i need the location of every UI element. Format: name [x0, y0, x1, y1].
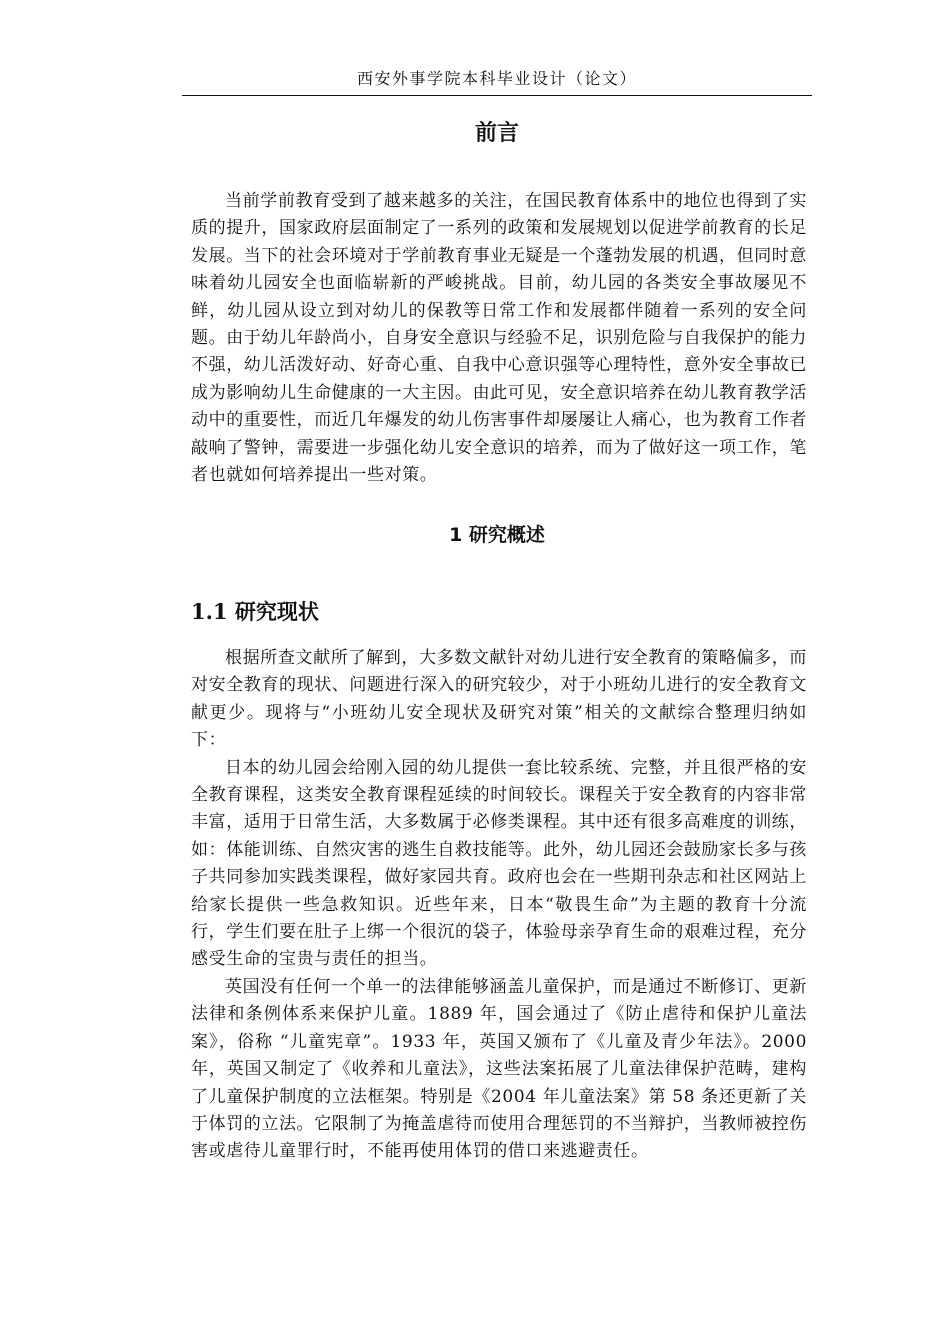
section-title: 1 研究概述 — [449, 524, 545, 546]
foreword-title: 前言 — [474, 121, 519, 146]
foreword-paragraph: 当前学前教育受到了越来越多的关注，在国民教育体系中的地位也得到了实质的提升，国家政府层面制定了一系列的政策和发展规划以促进学前教育的长足发展。当下的社会环境对于学前教育事业无疑是一个蓬勃发展的机遇，但同时意味着幼儿园安全也面临崭新的严峻挑战。目前，幼儿园的各类安全事故屡见不鲜，幼儿园从设立到对幼儿的保教等日常工作和发展都伴随着一系列的安全问题。由于幼儿年龄尚小，自身安全意识与经验不足，识别危险与自我保护的能力不强，幼儿活泼好动、好奇心重、自我中心意识强等心理特性，意外安全事故已成为影响幼儿生命健康的一大主因。由此可见，安全意识培养在幼儿教育教学活动中的重要性，而近几年爆发的幼儿伤害事件却屡屡让人痛心，也为教育工作者敲响了警钟，需要进一步强化幼儿安全意识的培养，而为了做好这一项工作，笔者也就如何培养提出一些对策。 — [191, 191, 807, 486]
body-paragraph: 日本的幼儿园会给刚入园的幼儿提供一套比较系统、完整，并且很严格的安全教育课程，这类安全教育课程延续的时间较长。课程关于安全教育的内容非常丰富，适用于日常生活，大多数属于必修类课程。其中还有很多高难度的训练，如：体能训练、自然灾害的逃生自救技能等。此外，幼儿园还会鼓励家长多与孩子共同参加实践类课程，做好家园共育。政府也会在一些期刊杂志和社区网站上给家长提供一些急救知识。近些年来，日本“敬畏生命”为主题的教育十分流行，学生们要在肚子上绑一个很沉的袋子，体验母亲孕育生命的艰难过程，充分感受生命的宝贵与责任的担当。 — [191, 757, 807, 970]
running-header: 西安外事学院本科毕业设计（论文） — [182, 66, 812, 96]
subsection-title: 1.1 研究现状 — [191, 599, 319, 624]
body-paragraph: 根据所查文献所了解到，大多数文献针对幼儿进行安全教育的策略偏多，而对安全教育的现状、问题进行深入的研究较少，对于小班幼儿进行的安全教育文献更少。现将与“小班幼儿安全现状及研究对策”相关的文献综合整理归纳如下： — [191, 648, 807, 751]
subsection-body — [191, 645, 807, 1166]
body-paragraph: 英国没有任何一个单一的法律能够涵盖儿童保护，而是通过不断修订、更新法律和条例体系来保护儿童。1889 年，国会通过了《防止虐待和保护儿童法案》，俗称 “儿童宪章”。1933 年，英国又颁布了《儿童及青少年法》。2000 年，英国又制定了《收养和儿童法》，这些法案拓展了儿童法律保护范畴，建构了儿童保护制度的立法框架。特别是《2004 年儿童法案》第 58 条还更新了关于体罚的立法。它限制了为掩盖虐待而使用合理惩罚的不当辩护，当教师被控伤害或虐待儿童罪行时，不能再使用体罚的借口来逃避责任。 — [191, 976, 807, 1162]
foreword-body — [191, 188, 807, 489]
